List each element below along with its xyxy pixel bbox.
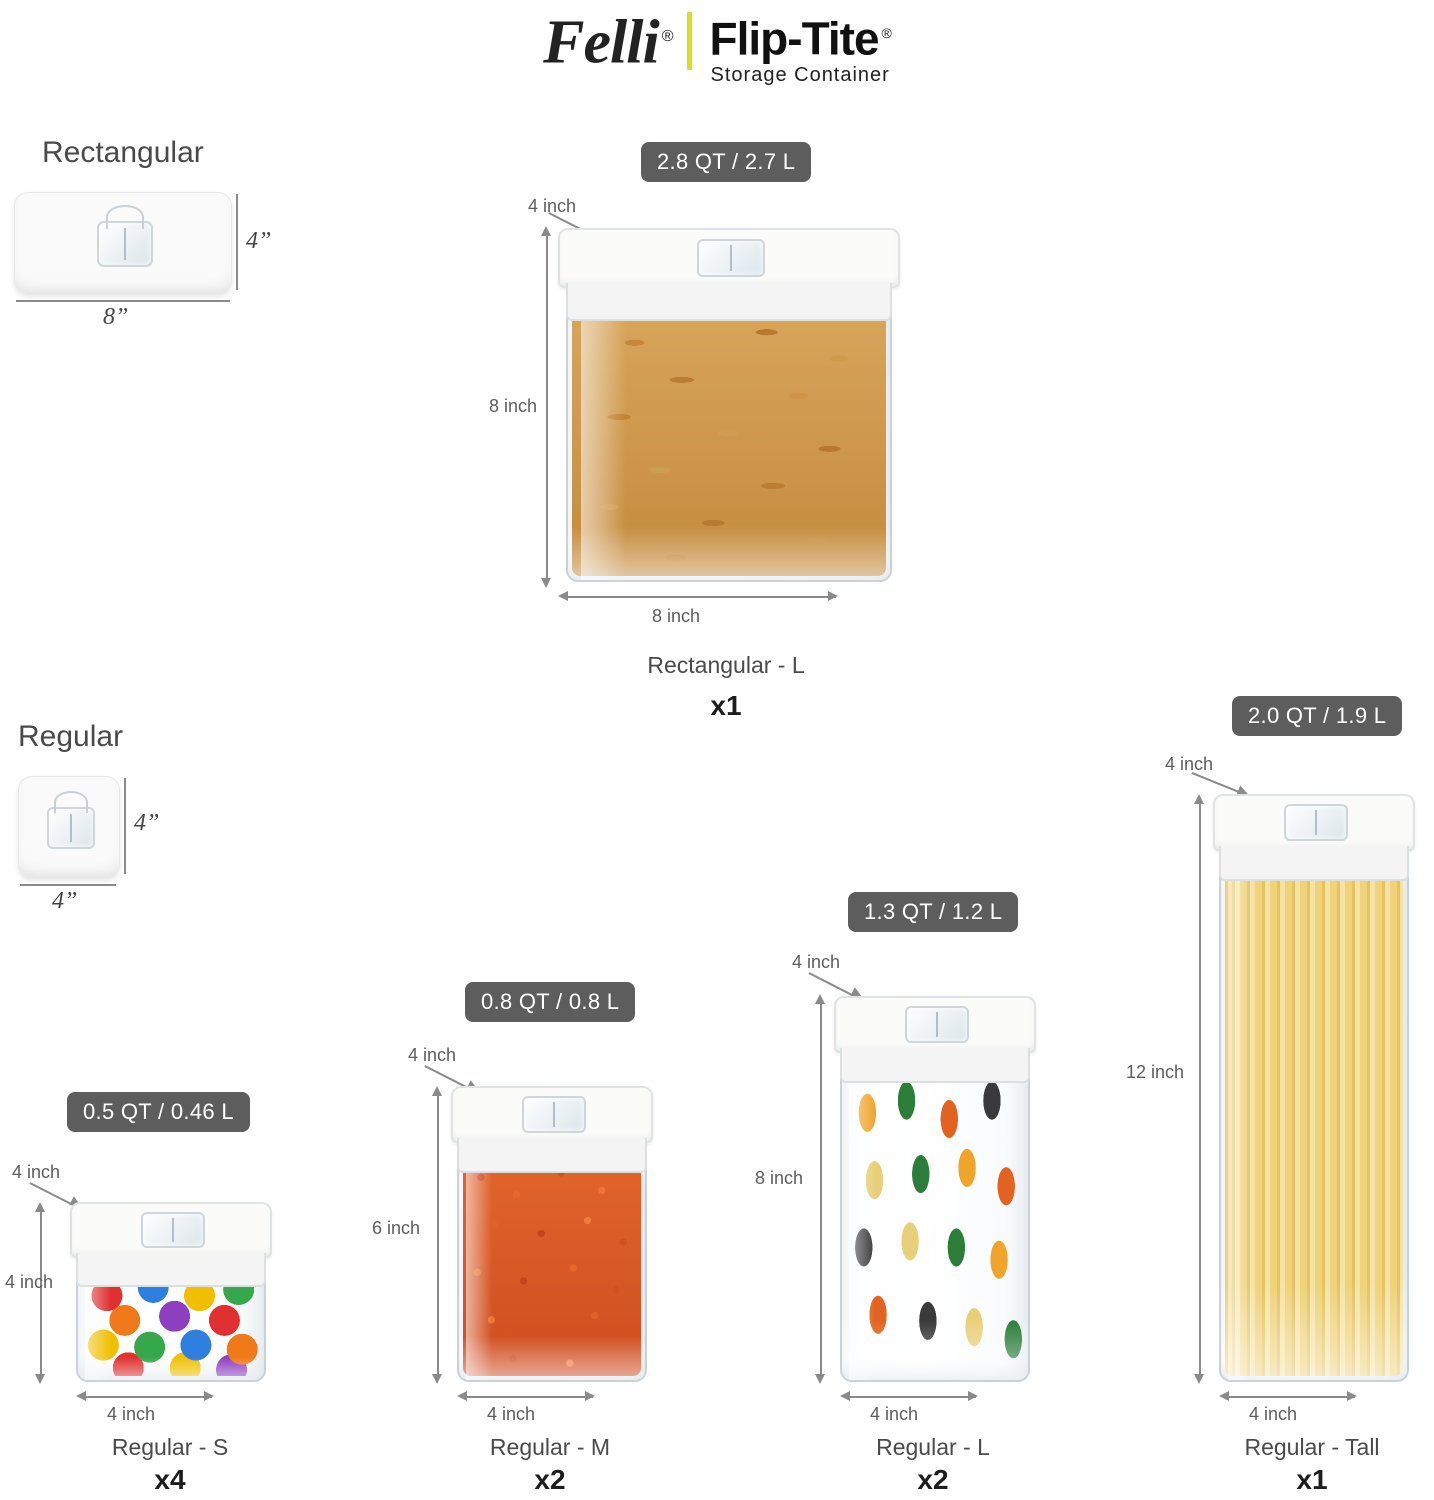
dim-height-label: 4 inch bbox=[5, 1272, 54, 1292]
dim-height-arrow-down bbox=[815, 1374, 825, 1384]
flip-tite-knob-icon bbox=[697, 239, 765, 277]
dim-height-label: 6 inch bbox=[372, 1218, 421, 1238]
capacity-badge: 0.8 QT / 0.8 L bbox=[465, 982, 635, 1022]
dim-top-line bbox=[1192, 772, 1241, 793]
body-bottom-highlight bbox=[1221, 1284, 1407, 1380]
container-name: Regular - S bbox=[111, 1434, 229, 1460]
dim-height-arrow-down bbox=[541, 578, 551, 588]
dim-height-line bbox=[820, 1000, 822, 1376]
container-body bbox=[566, 283, 892, 582]
dim-top-label: 4 inch bbox=[1165, 754, 1214, 774]
dim-width-label: 4 inch bbox=[107, 1404, 156, 1424]
rect-lid-width-line bbox=[16, 300, 230, 302]
flip-tite-knob-arc-icon bbox=[54, 791, 88, 813]
body-bottom-highlight bbox=[78, 1357, 264, 1380]
dim-height-arrow-up bbox=[432, 1086, 442, 1096]
container-name: Regular - Tall bbox=[1244, 1434, 1380, 1460]
rectangular-lid-thumbnail bbox=[14, 192, 232, 294]
brand-logo-felli bbox=[543, 6, 673, 77]
capacity-badge: 2.8 QT / 2.7 L bbox=[641, 142, 811, 182]
regular-lid-width-line bbox=[20, 884, 116, 886]
dim-top-label: 4 inch bbox=[792, 952, 841, 972]
body-bottom-highlight bbox=[568, 527, 890, 580]
dim-height-label: 8 inch bbox=[489, 396, 538, 416]
dim-width-arrow-left bbox=[558, 591, 568, 601]
dim-height-label: 12 inch bbox=[1126, 1062, 1185, 1082]
product-logo-block bbox=[710, 6, 891, 87]
dim-width-label: 8 inch bbox=[652, 606, 701, 626]
brand-header bbox=[0, 6, 1434, 87]
container-quantity: x2 bbox=[917, 1464, 949, 1495]
dim-width-arrow-left bbox=[1219, 1391, 1229, 1401]
container-body bbox=[1219, 846, 1409, 1382]
dim-width-arrow-right bbox=[585, 1391, 595, 1401]
container-quantity: x1 bbox=[710, 690, 742, 721]
regular-lid-depth-label: 4” bbox=[134, 810, 160, 836]
dim-height-line bbox=[437, 1092, 439, 1376]
rect-lid-depth-label: 4” bbox=[246, 228, 272, 254]
container-name: Regular - M bbox=[489, 1434, 611, 1460]
dim-top-label: 4 inch bbox=[408, 1045, 457, 1065]
section-title-regular: Regular bbox=[18, 720, 124, 753]
brand-name: Felli bbox=[543, 8, 659, 77]
container-body bbox=[840, 1048, 1030, 1382]
flip-tite-knob-icon bbox=[1284, 804, 1348, 841]
flip-tite-knob-icon bbox=[47, 807, 95, 849]
container-lid bbox=[1213, 794, 1415, 851]
dim-width-line bbox=[1227, 1396, 1355, 1398]
dim-width-arrow-left bbox=[840, 1391, 850, 1401]
capacity-badge: 1.3 QT / 1.2 L bbox=[848, 892, 1018, 932]
dim-width-arrow-right bbox=[968, 1391, 978, 1401]
dim-height-label: 8 inch bbox=[755, 1168, 804, 1188]
dim-height-line bbox=[1199, 800, 1201, 1376]
dim-height-arrow-up bbox=[1194, 794, 1204, 804]
dim-width-line bbox=[84, 1396, 212, 1398]
dim-width-label: 4 inch bbox=[1249, 1404, 1298, 1424]
container-quantity: x4 bbox=[154, 1464, 186, 1495]
lid-collar bbox=[1219, 846, 1409, 881]
lid-collar bbox=[566, 283, 892, 321]
rect-lid-depth-line bbox=[236, 194, 238, 290]
brand-divider bbox=[687, 12, 692, 70]
dim-width-line bbox=[566, 596, 836, 598]
capacity-badge: 2.0 QT / 1.9 L bbox=[1232, 696, 1402, 736]
product-name: Flip-Tite bbox=[709, 12, 879, 65]
dim-height-arrow-down bbox=[35, 1374, 45, 1384]
dim-width-arrow-left bbox=[76, 1391, 86, 1401]
dim-width-line bbox=[848, 1396, 976, 1398]
dim-height-arrow-down bbox=[432, 1374, 442, 1384]
regular-lid-depth-line bbox=[124, 778, 126, 874]
lid-collar bbox=[76, 1253, 266, 1287]
lid-collar bbox=[457, 1138, 647, 1173]
dim-height-arrow-up bbox=[815, 994, 825, 1004]
product-name-fliptite bbox=[709, 10, 891, 65]
container-name: Regular - L bbox=[876, 1434, 990, 1460]
container-lid bbox=[70, 1202, 272, 1258]
regular-lid-thumbnail bbox=[18, 776, 120, 878]
dim-width-line bbox=[465, 1396, 593, 1398]
flip-tite-knob-icon bbox=[905, 1006, 969, 1043]
dim-width-arrow-left bbox=[457, 1391, 467, 1401]
container-lid bbox=[834, 996, 1036, 1053]
dim-height-arrow-up bbox=[541, 226, 551, 236]
flip-tite-knob-icon bbox=[141, 1212, 205, 1248]
container-name: Rectangular - L bbox=[647, 652, 805, 678]
flip-tite-knob-arc-icon bbox=[106, 205, 144, 229]
body-bottom-highlight bbox=[459, 1336, 645, 1380]
lid-collar bbox=[840, 1048, 1030, 1083]
dim-top-label: 4 inch bbox=[12, 1162, 61, 1182]
container-quantity: x1 bbox=[1296, 1464, 1328, 1495]
container-body bbox=[457, 1138, 647, 1382]
regular-lid-width-label: 4” bbox=[52, 888, 78, 914]
dim-width-arrow-right bbox=[828, 591, 838, 601]
dim-height-arrow-up bbox=[35, 1202, 45, 1212]
dim-height-line bbox=[546, 232, 548, 580]
capacity-badge: 0.5 QT / 0.46 L bbox=[67, 1092, 250, 1132]
dim-width-arrow-right bbox=[1347, 1391, 1357, 1401]
dim-width-label: 4 inch bbox=[870, 1404, 919, 1424]
dim-height-arrow-down bbox=[1194, 1374, 1204, 1384]
product-subtitle: Storage Container bbox=[710, 64, 890, 87]
container-quantity: x2 bbox=[534, 1464, 566, 1495]
flip-tite-knob-icon bbox=[522, 1096, 586, 1133]
container-lid bbox=[558, 228, 900, 288]
body-bottom-highlight bbox=[842, 1320, 1028, 1380]
dim-top-label: 4 inch bbox=[528, 196, 577, 216]
dim-width-label: 4 inch bbox=[487, 1404, 536, 1424]
dim-top-line bbox=[809, 972, 854, 996]
product-registered-mark: ® bbox=[881, 25, 891, 41]
section-title-rectangular: Rectangular bbox=[42, 136, 204, 169]
container-lid bbox=[451, 1086, 653, 1143]
rect-lid-width-label: 8” bbox=[103, 304, 129, 330]
brand-registered-mark: ® bbox=[661, 28, 673, 45]
dim-width-arrow-right bbox=[204, 1391, 214, 1401]
